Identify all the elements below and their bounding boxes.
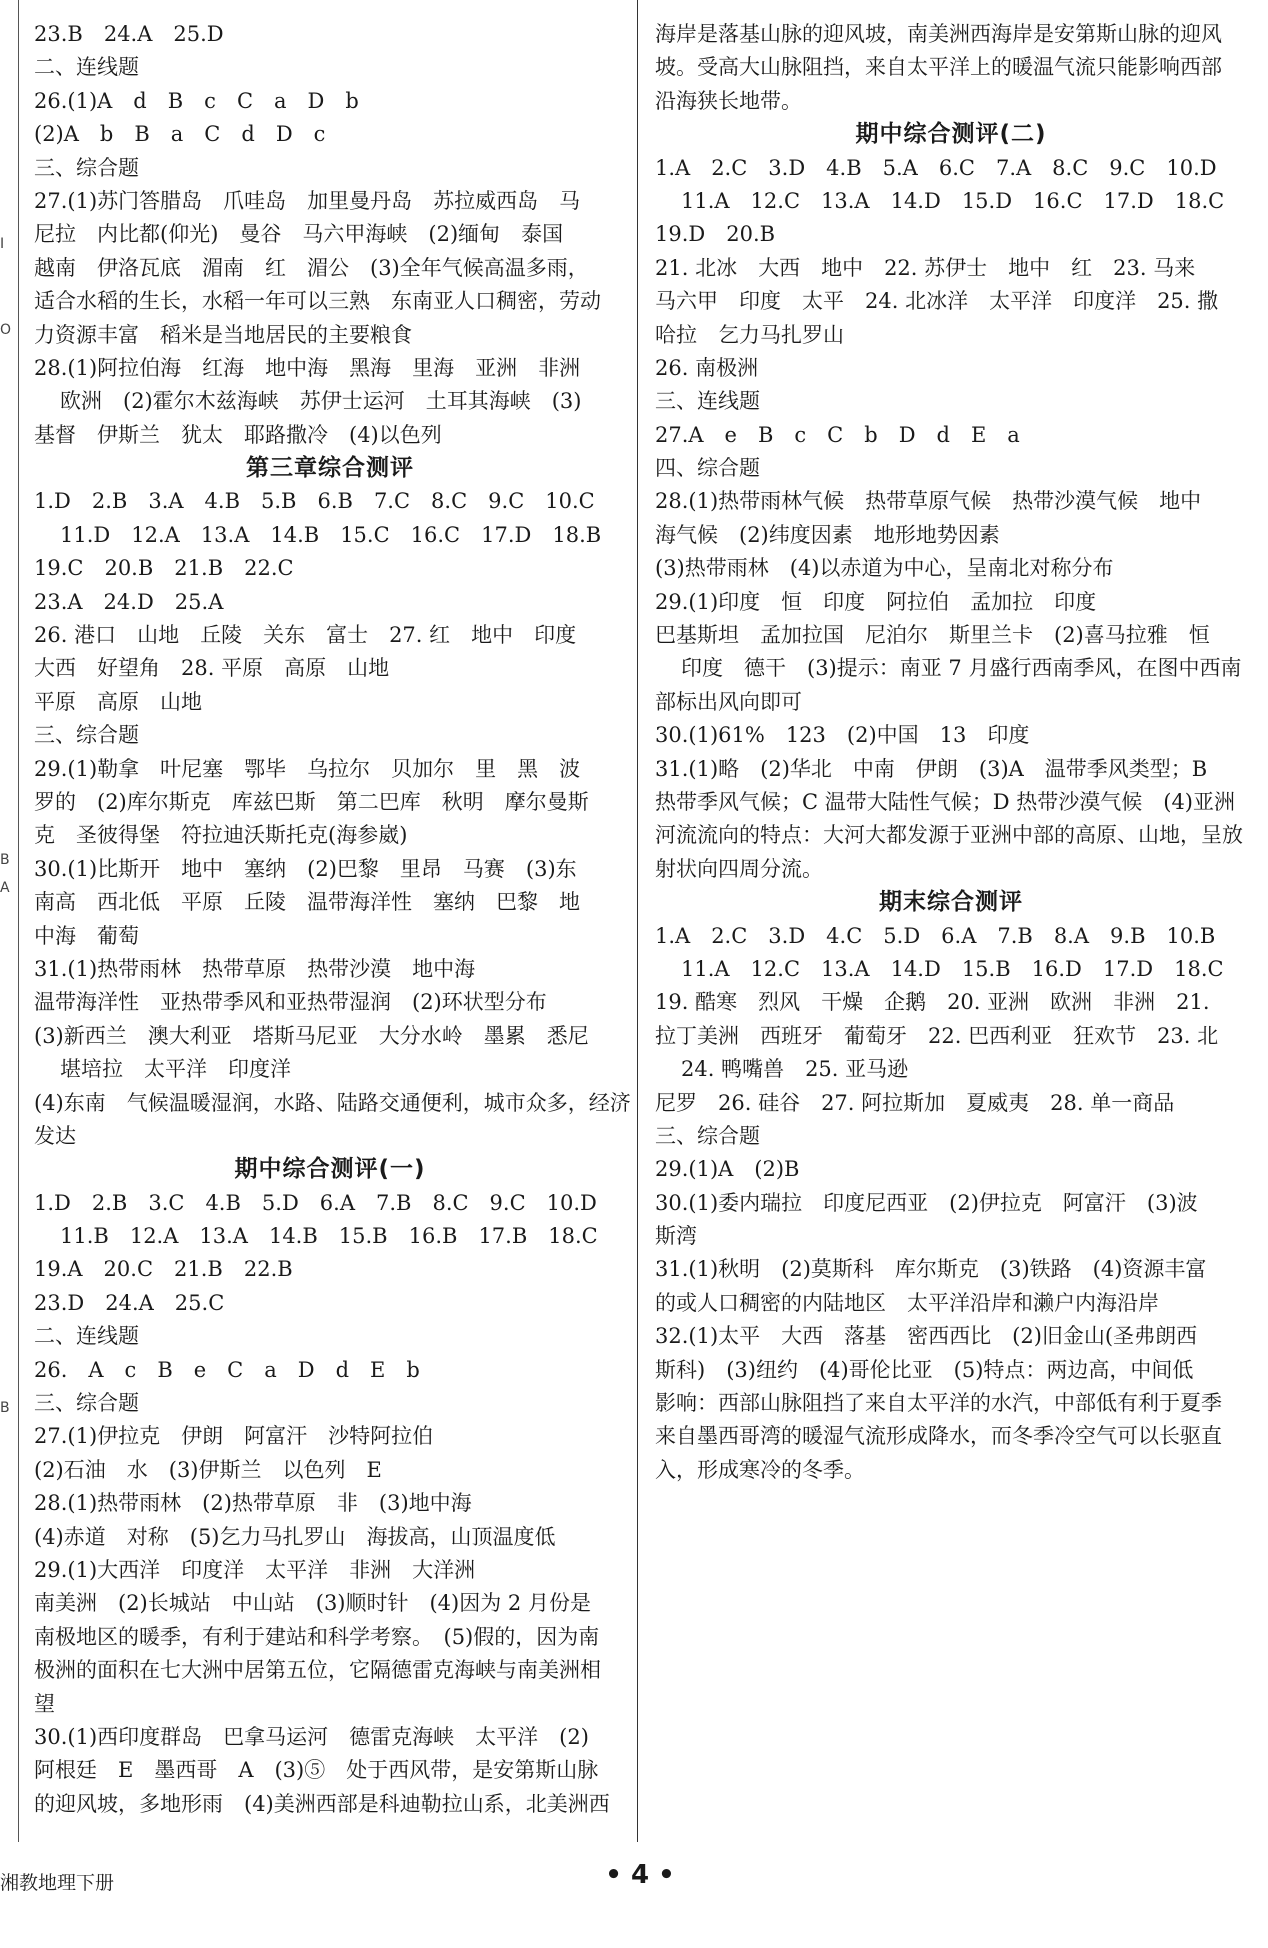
answer-line: 热带季风气候；C 温带大陆性气候；D 热带沙漠气候 (4)亚洲 — [655, 789, 1235, 814]
answer-line: 巴基斯坦 孟加拉国 尼泊尔 斯里兰卡 (2)喜马拉雅 恒 — [655, 623, 1210, 648]
answer-line: 19.A 20.C 21.B 22.B — [34, 1257, 293, 1282]
answer-line: 温带海洋性 亚热带季风和亚热带湿润 (2)环状型分布 — [34, 990, 547, 1015]
answer-line: 适合水稻的生长，水稻一年可以三熟 东南亚人口稠密，劳动 — [34, 289, 601, 314]
answer-line: 哈拉 乞力马扎罗山 — [655, 322, 844, 347]
answer-line: 28.(1)阿拉伯海 红海 地中海 黑海 里海 亚洲 非洲 — [34, 355, 581, 380]
answer-line: (4)东南 气候温暖湿润，水路、陆路交通便利，城市众多，经济 — [34, 1090, 631, 1115]
answer-line: 大西 好望角 28. 平原 高原 山地 — [34, 656, 390, 681]
answer-line: 11.B 12.A 13.A 14.B 15.B 16.B 17.B 18.C — [60, 1224, 598, 1249]
answer-line: 平原 高原 山地 — [34, 689, 202, 714]
answer-line: 射状向四周分流。 — [655, 856, 823, 881]
answer-line: 二、连线题 — [34, 55, 139, 80]
answer-line: 南高 西北低 平原 丘陵 温带海洋性 塞纳 巴黎 地 — [34, 890, 580, 915]
answer-line: 23.A 24.D 25.A — [34, 589, 224, 614]
answer-line: 19.D 20.B — [655, 222, 776, 247]
answer-line: 斯湾 — [655, 1224, 697, 1249]
answer-line: 24. 鸭嘴兽 25. 亚马逊 — [681, 1057, 909, 1082]
answer-line: 29.(1)大西洋 印度洋 太平洋 非洲 大洋洲 — [34, 1557, 476, 1582]
answer-line: 11.A 12.C 13.A 14.D 15.D 16.C 17.D 18.C — [681, 188, 1225, 213]
answer-line: 19.C 20.B 21.B 22.C — [34, 556, 294, 581]
answer-line: 南极地区的暖季，有利于建站和科学考察。 (5)假的，因为南 — [34, 1624, 600, 1649]
answer-line: 31.(1)秋明 (2)莫斯科 库尔斯克 (3)铁路 (4)资源丰富 — [655, 1257, 1207, 1282]
answer-line: 基督 伊斯兰 犹太 耶路撒冷 (4)以色列 — [34, 422, 442, 447]
answer-line: 三、综合题 — [655, 1123, 760, 1148]
answer-line: 31.(1)略 (2)华北 中南 伊朗 (3)A 温带季风类型；B — [655, 756, 1208, 781]
answer-line: 三、综合题 — [34, 155, 139, 180]
answer-line: 21. 北冰 大西 地中 22. 苏伊士 地中 红 23. 马来 — [655, 255, 1196, 280]
answer-line: 27.(1)伊拉克 伊朗 阿富汗 沙特阿拉伯 — [34, 1424, 434, 1449]
answer-line: 罗的 (2)库尔斯克 库兹巴斯 第二巴库 秋明 摩尔曼斯 — [34, 789, 589, 814]
binding-edge-marks — [0, 0, 14, 1842]
answer-line: 河流流向的特点：大河大都发源于亚洲中部的高原、山地，呈放 — [655, 823, 1243, 848]
answer-line: 望 — [34, 1691, 55, 1716]
answer-line: 坡。受高大山脉阻挡，来自太平洋上的暖温气流只能影响西部 — [655, 55, 1222, 80]
edge-mark: B — [0, 1400, 10, 1416]
section-heading: 期末综合测评 — [879, 889, 1023, 916]
answer-line: 尼拉 内比都(仰光) 曼谷 马六甲海峡 (2)缅甸 泰国 — [34, 222, 564, 247]
answer-line: 28.(1)热带雨林 (2)热带草原 非 (3)地中海 — [34, 1491, 472, 1516]
answer-line: 极洲的面积在七大洲中居第五位，它隔德雷克海峡与南美洲相 — [34, 1658, 601, 1683]
answer-line: 30.(1)比斯开 地中 塞纳 (2)巴黎 里昂 马赛 (3)东 — [34, 856, 577, 881]
answer-line: 四、综合题 — [655, 456, 760, 481]
answer-line: 29.(1)A (2)B — [655, 1157, 800, 1182]
edge-mark: I — [0, 236, 5, 252]
answer-line: (2)石油 水 (3)伊斯兰 以色列 E — [34, 1457, 382, 1482]
answer-line: 堪培拉 太平洋 印度洋 — [60, 1057, 291, 1082]
answer-line: 11.D 12.A 13.A 14.B 15.C 16.C 17.D 18.B — [60, 522, 602, 547]
answer-line: 27.(1)苏门答腊岛 爪哇岛 加里曼丹岛 苏拉威西岛 马 — [34, 188, 581, 213]
answer-line: 南美洲 (2)长城站 中山站 (3)顺时针 (4)因为 2 月份是 — [34, 1591, 591, 1616]
answer-line: 30.(1)61% 123 (2)中国 13 印度 — [655, 723, 1030, 748]
answer-line: (3)新西兰 澳大利亚 塔斯马尼亚 大分水岭 墨累 悉尼 — [34, 1023, 589, 1048]
answer-line: 1.D 2.B 3.C 4.B 5.D 6.A 7.B 8.C 9.C 10.D — [34, 1190, 597, 1215]
answer-line: 29.(1)勒拿 叶尼塞 鄂毕 乌拉尔 贝加尔 里 黑 波 — [34, 756, 581, 781]
answer-line: 1.A 2.C 3.D 4.C 5.D 6.A 7.B 8.A 9.B 10.B — [655, 923, 1216, 948]
answer-line: 29.(1)印度 恒 印度 阿拉伯 孟加拉 印度 — [655, 589, 1097, 614]
answer-line: 尼罗 26. 硅谷 27. 阿拉斯加 夏威夷 28. 单一商品 — [655, 1090, 1175, 1115]
answer-line: 欧洲 (2)霍尔木兹海峡 苏伊士运河 土耳其海峡 (3) — [60, 389, 582, 414]
answer-line: 发达 — [34, 1123, 76, 1148]
answer-line: 印度 德干 (3)提示：南亚 7 月盛行西南季风，在图中西南 — [681, 656, 1242, 681]
answer-line: 沿海狭长地带。 — [655, 88, 802, 113]
column-divider — [637, 0, 638, 1842]
answer-line: 的迎风坡，多地形雨 (4)美洲西部是科迪勒拉山系，北美洲西 — [34, 1791, 610, 1816]
answer-line: 来自墨西哥湾的暖湿气流形成降水，而冬季冷空气可以长驱直 — [655, 1424, 1222, 1449]
answer-line: 23.D 24.A 25.C — [34, 1290, 225, 1315]
answer-line: 二、连线题 — [34, 1324, 139, 1349]
answer-line: 23.B 24.A 25.D — [34, 22, 224, 46]
section-heading: 期中综合测评(二) — [855, 121, 1047, 148]
answer-line: 26.(1)A d B c C a D b — [34, 88, 359, 113]
answer-line: 中海 葡萄 — [34, 923, 139, 948]
answer-line: 三、综合题 — [34, 723, 139, 748]
answer-line: 影响：西部山脉阻挡了来自太平洋的水汽，中部低有利于夏季 — [655, 1391, 1222, 1416]
answer-line: 入，形成寒冷的冬季。 — [655, 1457, 865, 1482]
answer-line: 斯科) (3)纽约 (4)哥伦比亚 (5)特点：两边高，中间低 — [655, 1357, 1194, 1382]
section-heading: 期中综合测评(一) — [234, 1156, 426, 1183]
answer-line: 11.A 12.C 13.A 14.D 15.B 16.D 17.D 18.C — [681, 956, 1224, 981]
answer-line: 31.(1)热带雨林 热带草原 热带沙漠 地中海 — [34, 956, 476, 981]
answer-line: 阿根廷 E 墨西哥 A (3)⑤ 处于西风带，是安第斯山脉 — [34, 1758, 599, 1783]
answer-column-right — [655, 18, 1247, 1487]
edge-mark: A — [0, 880, 10, 896]
answer-line: 26. A c B e C a D d E b — [34, 1357, 420, 1382]
answer-line: 32.(1)太平 大西 落基 密西西比 (2)旧金山(圣弗朗西 — [655, 1324, 1198, 1349]
answer-line: (4)赤道 对称 (5)乞力马扎罗山 海拔高，山顶温度低 — [34, 1524, 556, 1549]
answer-line: 三、连线题 — [655, 389, 760, 414]
section-heading: 第三章综合测评 — [246, 455, 414, 482]
answer-line: 30.(1)西印度群岛 巴拿马运河 德雷克海峡 太平洋 (2) — [34, 1724, 589, 1749]
answer-line: 1.D 2.B 3.A 4.B 5.B 6.B 7.C 8.C 9.C 10.C — [34, 489, 595, 514]
answer-line: (3)热带雨林 (4)以赤道为中心，呈南北对称分布 — [655, 556, 1114, 581]
answer-line: 克 圣彼得堡 符拉迪沃斯托克(海参崴) — [34, 823, 408, 848]
answer-line: (2)A b B a C d D c — [34, 122, 326, 147]
answer-line: 28.(1)热带雨林气候 热带草原气候 热带沙漠气候 地中 — [655, 489, 1202, 514]
answer-column-left — [34, 18, 631, 1821]
answer-line: 30.(1)委内瑞拉 印度尼西亚 (2)伊拉克 阿富汗 (3)波 — [655, 1190, 1198, 1215]
answer-line: 拉丁美洲 西班牙 葡萄牙 22. 巴西利亚 狂欢节 23. 北 — [655, 1023, 1219, 1048]
answer-line: 三、综合题 — [34, 1391, 139, 1416]
answer-line: 海气候 (2)纬度因素 地形地势因素 — [655, 522, 1000, 547]
answer-line: 部标出风向即可 — [655, 689, 802, 714]
binding-edge-rule — [18, 0, 19, 1842]
answer-line: 27.A e B c C b D d E a — [655, 422, 1020, 447]
answer-line: 26. 南极洲 — [655, 355, 759, 380]
answer-line: 越南 伊洛瓦底 湄南 红 湄公 (3)全年气候高温多雨， — [34, 255, 589, 280]
edge-mark: B — [0, 852, 10, 868]
book-title-footer: 湘教地理下册 — [0, 1872, 115, 1894]
answer-line: 海岸是落基山脉的迎风坡，南美洲西海岸是安第斯山脉的迎风 — [655, 22, 1222, 46]
answer-line: 1.A 2.C 3.D 4.B 5.A 6.C 7.A 8.C 9.C 10.D — [655, 155, 1217, 180]
answer-line: 19. 酷寒 烈风 干燥 企鹅 20. 亚洲 欧洲 非洲 21. — [655, 990, 1210, 1015]
answer-line: 的或人口稠密的内陆地区 太平洋沿岸和濑户内海沿岸 — [655, 1290, 1159, 1315]
answer-line: 马六甲 印度 太平 24. 北冰洋 太平洋 印度洋 25. 撒 — [655, 289, 1219, 314]
page-number: • 4 • — [605, 1860, 675, 1890]
answer-line: 26. 港口 山地 丘陵 关东 富士 27. 红 地中 印度 — [34, 623, 577, 648]
answer-line: 力资源丰富 稻米是当地居民的主要粮食 — [34, 322, 412, 347]
edge-mark: O — [0, 322, 12, 338]
